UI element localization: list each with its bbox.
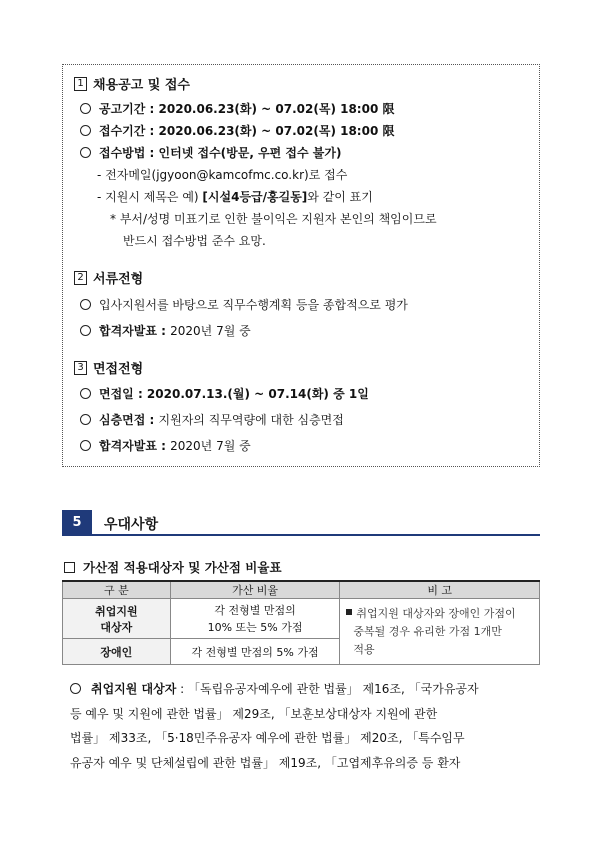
interview-date: 면접일 : 2020.07.13.(월) ~ 07.14(화) 중 1일 (80, 385, 369, 402)
section-title: 채용공고 및 접수 (93, 78, 190, 93)
square-bullet-icon (346, 609, 352, 615)
circle-bullet-icon (80, 388, 91, 399)
document-result-announce: 합격자발표 : 2020년 7월 중 (80, 322, 251, 339)
header-note: 비 고 (340, 581, 540, 599)
ratio-cell: 각 전형별 만점의 5% 가점 (170, 639, 340, 665)
email-instruction: - 전자메일(jgyoon@kamcofmc.co.kr)로 접수 (97, 168, 348, 182)
application-method: 접수방법 : 인터넷 접수(방문, 우편 접수 불가) (80, 144, 341, 161)
warning-note: * 부서/성명 미표기로 인한 불이익은 지원자 본인의 책임이므로 (110, 212, 437, 226)
ratio-cell: 각 전형별 만점의 10% 또는 5% 가점 (170, 599, 340, 639)
header-ratio: 가산 비율 (170, 581, 340, 599)
section-1-heading (74, 74, 190, 93)
circle-bullet-icon (80, 147, 91, 158)
section-number: 2 (74, 271, 87, 285)
section-rule (92, 534, 540, 536)
section-5-header (62, 510, 540, 536)
title-format-instruction: - 지원시 제목은 예) [시설4등급/홍길동]와 같이 표기 (97, 190, 373, 204)
preference-paragraph: 취업지원 대상자 : 「독립유공자예우에 관한 법률」 제16조, 「국가유공자 등 예우 및 지원에 관한 법률」 제29조, 「보훈보상대상자 지원에 관한 법률」 제33조, 「5·18민주유공자 예우에 관한 법률」 제20조, 「특수임무 유공자 예우 및 단체설립에 관한 법률」 제19조, 「고엽제후유의증 등 환자 (70, 682, 479, 770)
circle-bullet-icon (80, 125, 91, 136)
section-title: 서류전형 (93, 272, 144, 287)
circle-bullet-icon (80, 299, 91, 310)
application-period: 접수기간 : 2020.06.23(화) ~ 07.02(목) 18:00 限 (80, 122, 394, 139)
table-heading: 가산점 적용대상자 및 가산점 비율표 (64, 558, 282, 576)
category-cell: 장애인 (63, 639, 171, 665)
category-cell: 취업지원 대상자 (63, 599, 171, 639)
section-number: 3 (74, 361, 87, 375)
circle-bullet-icon (80, 103, 91, 114)
circle-bullet-icon (80, 440, 91, 451)
circle-bullet-icon (70, 683, 81, 694)
document-screening-desc: 입사지원서를 바탕으로 직무수행계획 등을 종합적으로 평가 (80, 296, 408, 313)
table-row (63, 599, 540, 639)
section-number: 1 (74, 77, 87, 91)
section-2-heading (74, 268, 143, 287)
in-depth-interview: 심층면접 : 지원자의 직무역량에 대한 심층면접 (80, 411, 344, 428)
bonus-points-table (62, 580, 540, 665)
warning-note-cont: 반드시 접수방법 준수 요망. (123, 234, 266, 248)
table-header-row (63, 581, 540, 599)
circle-bullet-icon (80, 414, 91, 425)
note-cell: 취업지원 대상자와 장애인 가점이 중복될 경우 유리한 가점 1개만 적용 (340, 599, 540, 665)
header-category: 구 분 (63, 581, 171, 599)
section-3-heading (74, 358, 143, 377)
announce-period: 공고기간 : 2020.06.23(화) ~ 07.02(목) 18:00 限 (80, 100, 394, 117)
section-title: 우대사항 (104, 517, 159, 533)
section-number: 5 (62, 510, 92, 536)
circle-bullet-icon (80, 325, 91, 336)
square-bullet-icon (64, 562, 75, 573)
section-title: 면접전형 (93, 362, 144, 377)
final-result-announce: 합격자발표 : 2020년 7월 중 (80, 437, 251, 454)
